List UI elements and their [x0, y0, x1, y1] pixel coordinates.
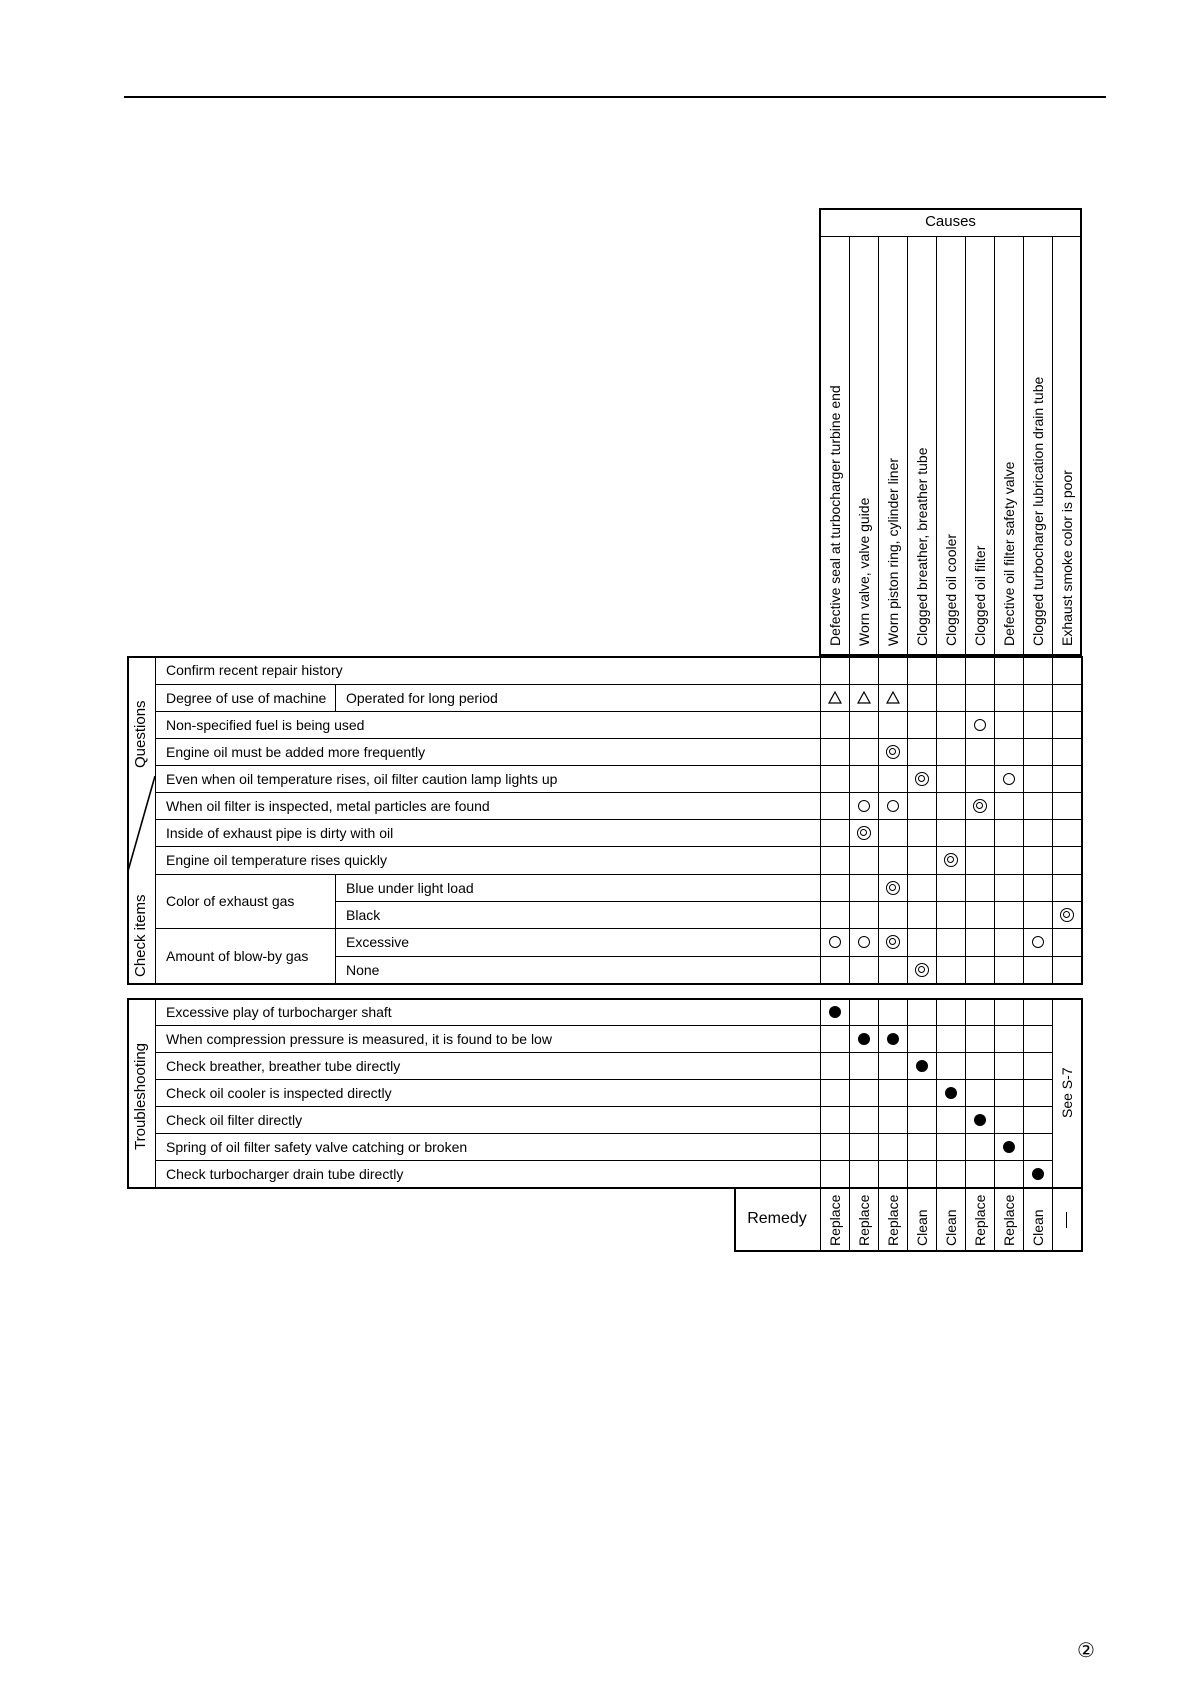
troubleshooting-text: Excessive play of turbocharger shaft — [166, 1003, 392, 1020]
cause-column-divider — [878, 1187, 879, 1252]
cause-column-divider — [965, 998, 966, 1187]
dot-mark — [1003, 1141, 1015, 1153]
remedy-value: Replace — [826, 1194, 843, 1246]
remedy-value: Replace — [855, 1194, 872, 1246]
cause-column-divider — [1052, 236, 1053, 656]
grid-line — [155, 1052, 1052, 1053]
circle-mark — [1003, 773, 1015, 785]
cause-label: Worn valve, valve guide — [855, 497, 872, 646]
questions-label: Questions — [132, 700, 149, 768]
question-text: Even when oil temperature rises, oil filter caution lamp lights up — [166, 770, 558, 787]
cause-column-divider — [849, 1187, 850, 1252]
question-sub-text: Operated for long period — [346, 689, 498, 706]
remedy-value: Clean — [942, 1209, 959, 1246]
troubleshooting-text: Spring of oil filter safety valve catching or broken — [166, 1138, 468, 1155]
see-note: See S-7 — [1058, 1067, 1075, 1118]
troubleshooting-text: When compression pressure is measured, it is found to be low — [166, 1030, 552, 1047]
cause-label: Clogged breather, breather tube — [913, 447, 930, 646]
cause-label: Clogged oil cooler — [942, 533, 959, 646]
double-circle-mark — [915, 963, 929, 977]
troubleshooting-text: Check breather, breather tube directly — [166, 1057, 401, 1074]
cause-column-divider — [994, 1187, 995, 1252]
double-circle-mark — [915, 772, 929, 786]
grid-line — [155, 1025, 1052, 1026]
check-items-label: Check items — [132, 894, 149, 977]
dot-mark — [858, 1033, 870, 1045]
double-circle-mark — [857, 826, 871, 840]
header-rule — [124, 96, 1106, 98]
remedy-value: Replace — [971, 1194, 988, 1246]
grid-line — [335, 901, 1081, 902]
cause-label: Worn piston ring, cylinder liner — [884, 457, 901, 646]
cause-label: Exhaust smoke color is poor — [1058, 470, 1075, 646]
remedy-value: Clean — [913, 1209, 930, 1246]
grid-line — [155, 846, 1081, 847]
question-text: Inside of exhaust pipe is dirty with oil — [166, 824, 394, 841]
question-text: Engine oil must be added more frequently — [166, 743, 426, 760]
dot-mark — [974, 1114, 986, 1126]
causes-header-divider — [820, 236, 1081, 237]
grid-line — [155, 765, 1081, 766]
cause-column-divider — [907, 236, 908, 656]
dot-mark — [945, 1087, 957, 1099]
page-badge: ② — [1077, 1640, 1095, 1662]
dot-mark — [1032, 1168, 1044, 1180]
remedy-value: Clean — [1029, 1209, 1046, 1246]
cause-column-divider — [1052, 1187, 1053, 1252]
cause-column-divider — [849, 236, 850, 656]
question-text: Degree of use of machine — [166, 689, 327, 706]
double-circle-mark — [944, 853, 958, 867]
question-text: When oil filter is inspected, metal particles are found — [166, 797, 490, 814]
troubleshooting-text: Check oil filter directly — [166, 1111, 303, 1128]
cause-column-divider — [1023, 998, 1024, 1187]
remedy-value: Replace — [884, 1194, 901, 1246]
circle-mark — [858, 936, 870, 948]
troubleshooting-label: Troubleshooting — [132, 1042, 149, 1150]
grid-line — [155, 738, 1081, 739]
question-text: Non-specified fuel is being used — [166, 716, 365, 733]
dot-mark — [916, 1060, 928, 1072]
cause-column-divider — [965, 1187, 966, 1252]
troubleshooting-text: Check oil cooler is inspected directly — [166, 1084, 392, 1101]
double-circle-mark — [1060, 908, 1074, 922]
troubleshooting-text: Check turbocharger drain tube directly — [166, 1165, 404, 1182]
question-text: Engine oil temperature rises quickly — [166, 852, 387, 868]
dot-mark — [887, 1033, 899, 1045]
section-label-divider — [155, 998, 156, 1187]
section-diagonal — [127, 776, 157, 876]
circle-mark — [829, 936, 841, 948]
grid-line — [155, 1079, 1052, 1080]
circle-mark — [887, 800, 899, 812]
remedy-value: Replace — [1000, 1194, 1017, 1246]
cause-column-divider — [907, 1187, 908, 1252]
question-sub-text: Black — [346, 906, 381, 923]
cause-label: Defective seal at turbocharger turbine end — [826, 385, 843, 646]
cause-column-divider — [936, 1187, 937, 1252]
cause-area-divider — [820, 998, 821, 1187]
remedy-dash — [1066, 1212, 1067, 1228]
cause-column-divider — [936, 236, 937, 656]
grid-line — [155, 1133, 1052, 1134]
grid-line — [155, 1106, 1052, 1107]
circle-mark — [974, 719, 986, 731]
remedy-divider — [820, 1187, 821, 1252]
cause-column-divider — [878, 998, 879, 1187]
question-sub-text: None — [346, 961, 380, 978]
double-circle-mark — [886, 935, 900, 949]
circle-mark — [858, 800, 870, 812]
triangle-mark — [886, 691, 900, 704]
cause-label: Defective oil filter safety valve — [1000, 461, 1017, 646]
circle-mark — [1032, 936, 1044, 948]
question-text: Confirm recent repair history — [166, 662, 343, 678]
cause-column-divider — [849, 998, 850, 1187]
grid-line — [155, 711, 1081, 712]
sub-column-divider — [335, 684, 336, 711]
cause-column-divider — [936, 998, 937, 1187]
grid-line — [155, 874, 1081, 875]
cause-column-divider — [878, 236, 879, 656]
grid-line — [155, 819, 1081, 820]
sub-column-divider — [335, 874, 336, 983]
cause-column-divider — [907, 998, 908, 1187]
grid-line — [335, 956, 1081, 957]
cause-column-divider — [1052, 998, 1053, 1187]
cause-column-divider — [994, 998, 995, 1187]
question-text: Color of exhaust gas — [166, 893, 295, 909]
cause-label: Clogged oil filter — [971, 545, 988, 646]
double-circle-mark — [973, 799, 987, 813]
remedy-label: Remedy — [747, 1209, 807, 1227]
cause-column-divider — [965, 236, 966, 656]
double-circle-mark — [886, 881, 900, 895]
cause-column-divider — [994, 236, 995, 656]
grid-line — [155, 1160, 1052, 1161]
triangle-mark — [857, 691, 871, 704]
grid-line — [155, 684, 1081, 685]
cause-label: Clogged turbocharger lubrication drain tube — [1029, 376, 1046, 646]
dot-mark — [829, 1006, 841, 1018]
cause-column-divider — [1023, 236, 1024, 656]
double-circle-mark — [886, 745, 900, 759]
triangle-mark — [828, 691, 842, 704]
cause-column-divider — [1023, 1187, 1024, 1252]
grid-line — [155, 928, 1081, 929]
grid-line — [155, 792, 1081, 793]
question-text: Amount of blow-by gas — [166, 948, 309, 964]
question-sub-text: Excessive — [346, 934, 410, 950]
question-sub-text: Blue under light load — [346, 879, 474, 896]
causes-title: Causes — [925, 213, 976, 230]
